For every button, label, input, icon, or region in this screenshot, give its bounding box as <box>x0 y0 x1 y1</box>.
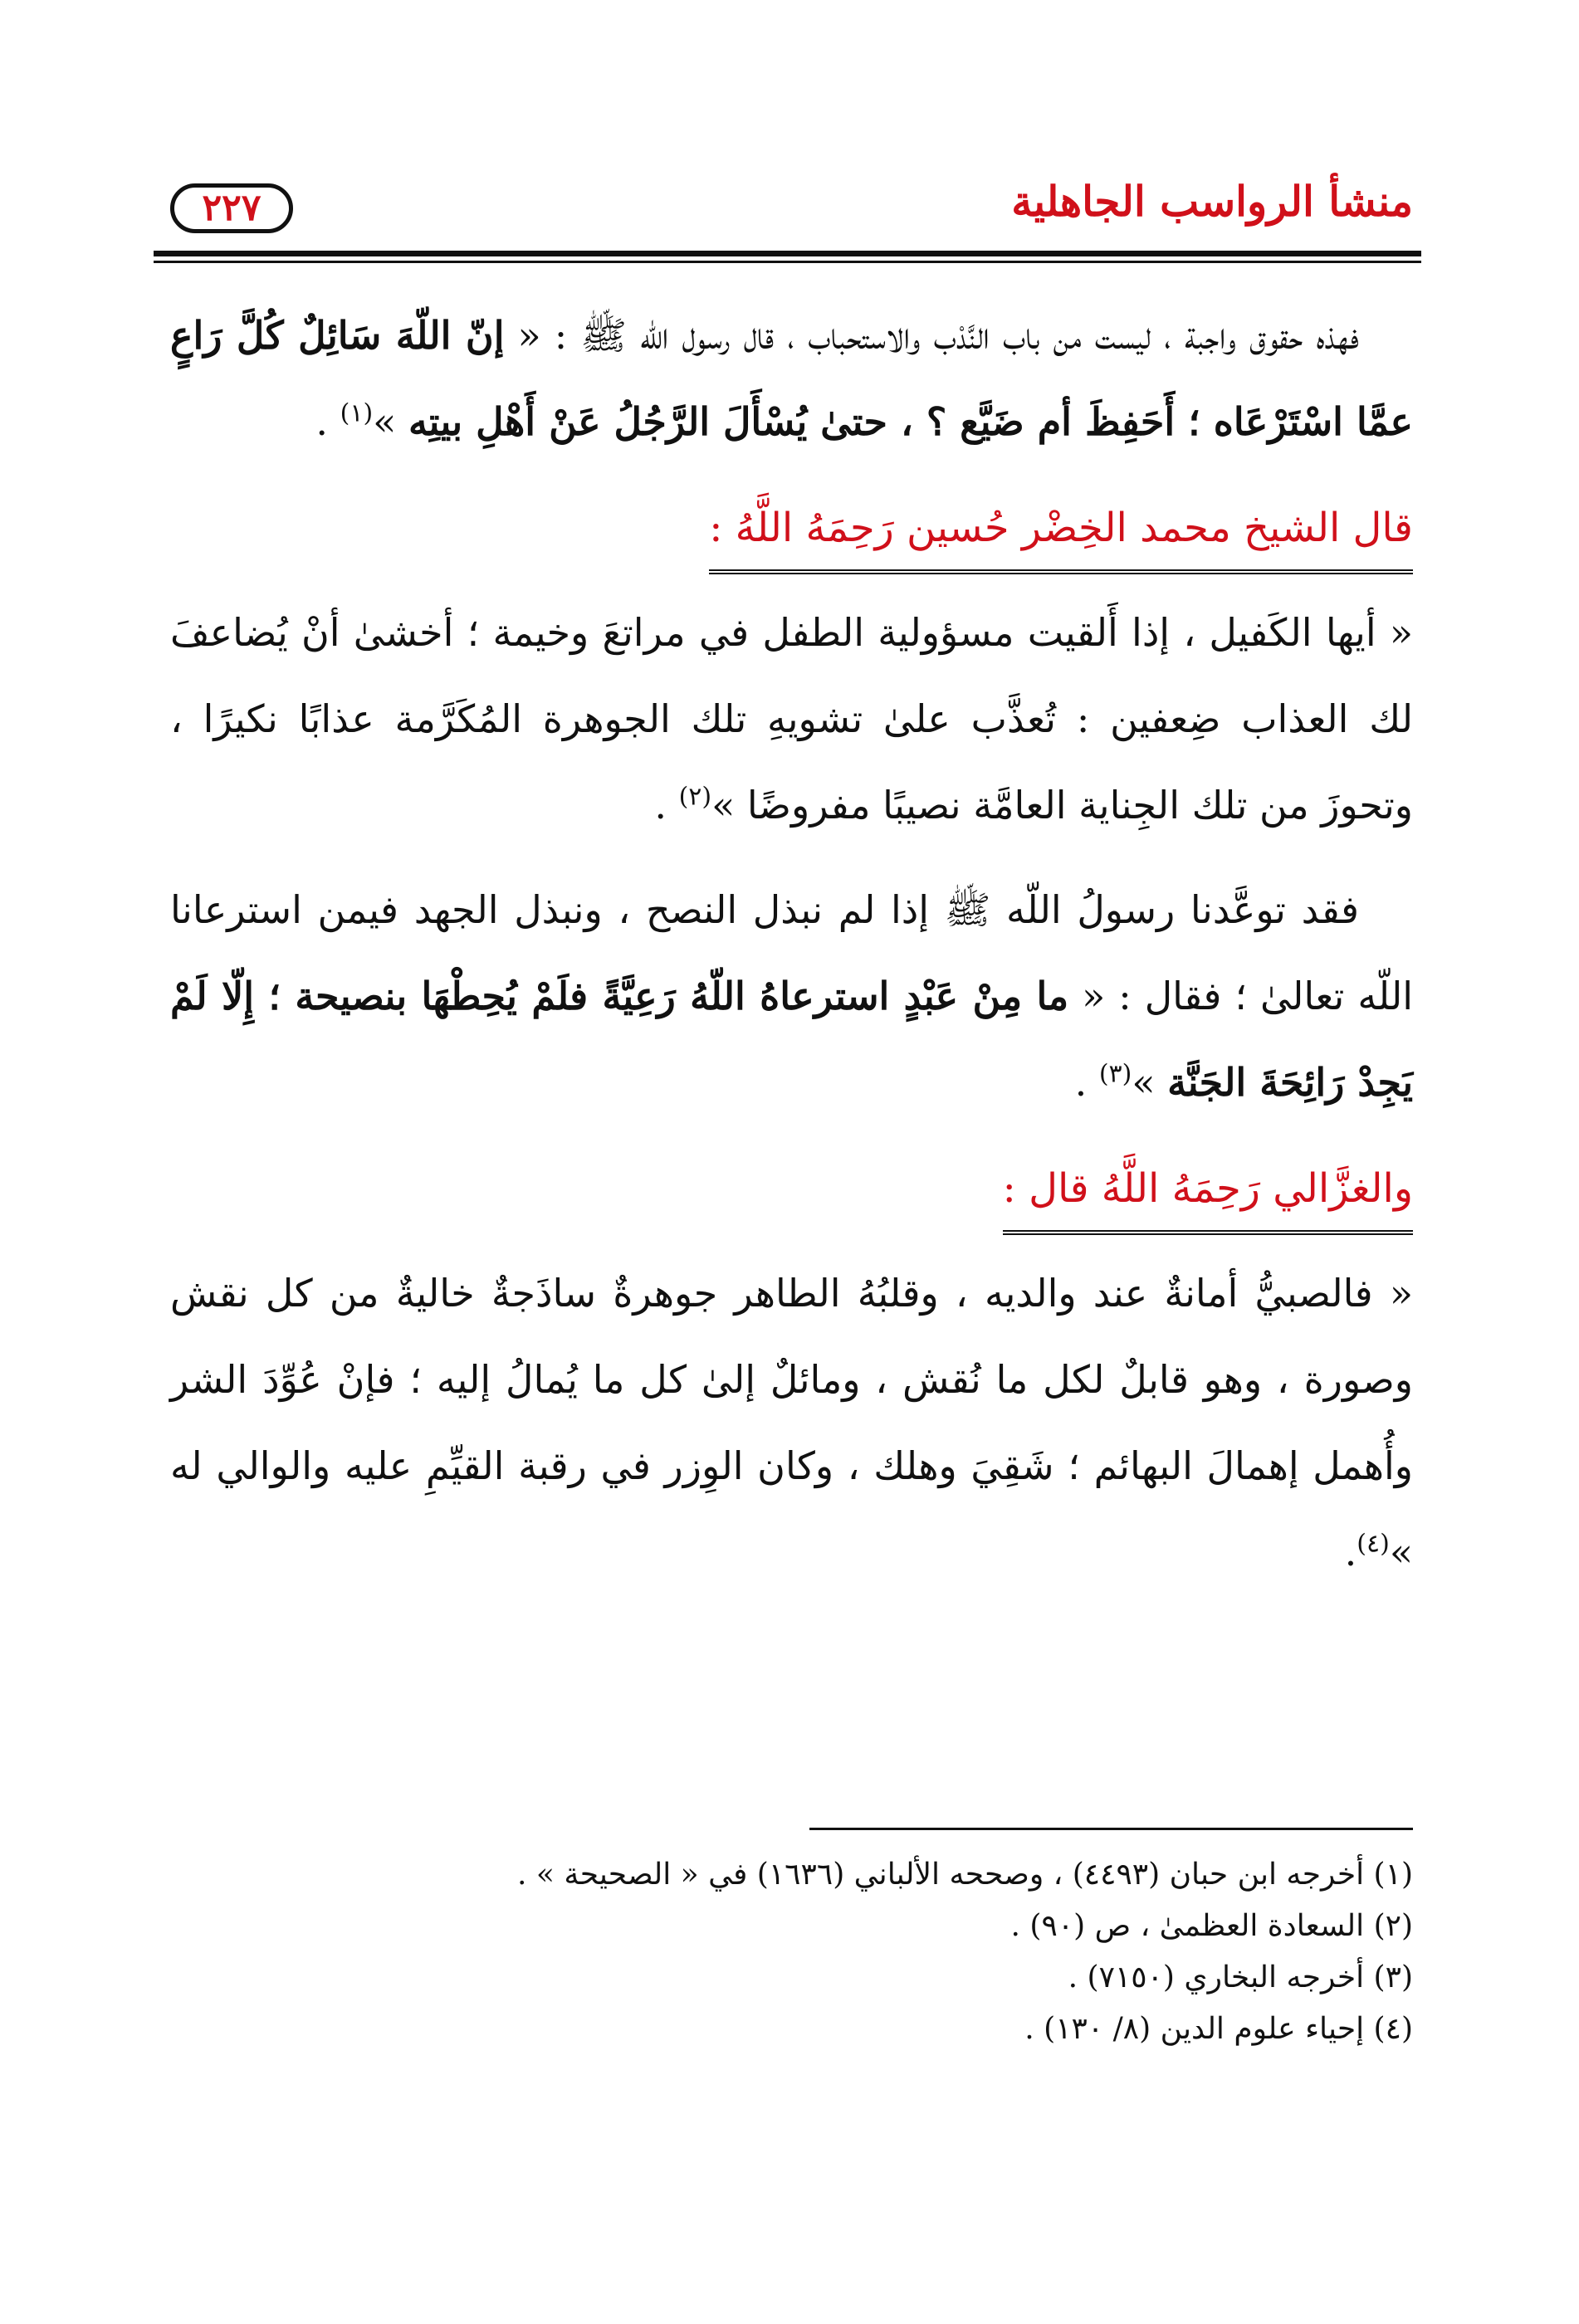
page-header <box>158 170 1413 261</box>
paragraph-2-text: « أيها الكَفيل ، إذا أَلقيت مسؤولية الطفل في مراتعَ وخيمة ؛ أخشىٰ أنْ يُضاعفَ لك العذاب ضِعفين : تُعذَّب علىٰ تشويهِ تلك الجوهرة المُكَرَّمة عذابًا نكيرًا ، وتحوزَ من تلك الجِناية العامَّة نصيبًا مفروضًا » <box>170 610 1413 828</box>
paragraph-4-text: « فالصبيُّ أمانةٌ عند والديه ، وقلبُهُ الطاهر جوهرةٌ ساذَجةٌ خاليةٌ من كل نقش وصورة ، وهو قابلٌ لكل ما نُقش ، ومائلٌ إلىٰ كل ما يُمالُ إليه ؛ فإنْ عُوِّدَ الشر وأُهمل إهمالَ البهائم ؛ شَقِيَ وهلك ، وكان الوِزر في رقبة القيِّمِ عليه والوالي له » <box>170 1271 1414 1575</box>
quote-close-1: » <box>373 399 408 444</box>
hadith-quote-1: إنّ اللّهَ سَائِلٌ كُلَّ رَاعٍ عمَّا اسْتَرْعَاه ؛ أَحَفِظَ أم ضَيَّع ؟ ، حتىٰ يُسْأَلَ الرَّجُلُ عَنْ أَهْلِ بيتِه <box>170 313 1413 444</box>
hadith-quote-2: ما مِنْ عَبْدٍ استرعاهُ اللّهُ رَعِيَّةً فلَمْ يُحِطْهَا بنصيحة ؛ إِلّا لَمْ يَجِدْ رَائِحَةَ الجَنَّة <box>170 974 1413 1105</box>
paragraph-3-lead: فقد توعَّدنا رسولُ اللّه ﷺ إذا لم نبذل النصح ، ونبذل الجهد فيمن استرعانا اللّه تعالىٰ ؛ فقال : « <box>170 887 1414 1018</box>
section-heading-2-wrap <box>170 1130 1413 1235</box>
section-heading-1-wrap <box>170 470 1413 574</box>
footnote-ref-4: (٤) <box>1357 1529 1390 1559</box>
paragraph-1-lead: فهذه حقوق واجبة ، ليست من باب النَّدْب والاستحباب ، قال رسول اللّه ﷺ : « <box>504 313 1359 358</box>
quote-close-2: » <box>1132 1060 1168 1105</box>
section-heading-2: والغزَّالي رَحِمَهُ اللَّهُ قال : <box>1003 1147 1413 1235</box>
paragraph-3-end: . <box>1074 1060 1099 1105</box>
running-title: منشأ الرواسب الجاهلية <box>1011 177 1413 226</box>
footnote-4: (٤) إحياء علوم الدين (٨/ ١٣٠) . <box>1024 2012 1413 2046</box>
paragraph-1 <box>170 292 1413 465</box>
footnote-3: (٣) أخرجه البخاري (٧١٥٠) . <box>1068 1960 1413 1994</box>
paragraph-1-end: . <box>315 399 340 444</box>
section-heading-1: قال الشيخ محمد الخِضْر حُسين رَحِمَهُ اللَّهُ : <box>709 486 1413 574</box>
footnote-separator <box>809 1828 1413 1830</box>
footnote-ref-1: (١) <box>340 398 374 428</box>
paragraph-4-end: . <box>1344 1530 1357 1575</box>
footnotes <box>170 1849 1413 2055</box>
paragraph-2-end: . <box>654 783 679 828</box>
page-number-badge: ٢٢٧ <box>170 183 293 233</box>
footnote-2: (٢) السعادة العظمىٰ ، ص (٩٠) . <box>1010 1909 1413 1943</box>
header-rule-thin <box>154 261 1421 263</box>
footnote-ref-2: (٢) <box>678 782 712 812</box>
footnote-1: (١) أخرجه ابن حبان (٤٤٩٣) ، وصححه الألباني (١٦٣٦) في « الصحيحة » . <box>517 1858 1413 1892</box>
paragraph-4 <box>170 1250 1413 1595</box>
paragraph-2 <box>170 589 1413 848</box>
main-text <box>170 292 1413 1595</box>
paragraph-3 <box>170 867 1413 1125</box>
footnote-ref-3: (٣) <box>1098 1059 1132 1089</box>
header-rule-thick <box>154 251 1421 256</box>
